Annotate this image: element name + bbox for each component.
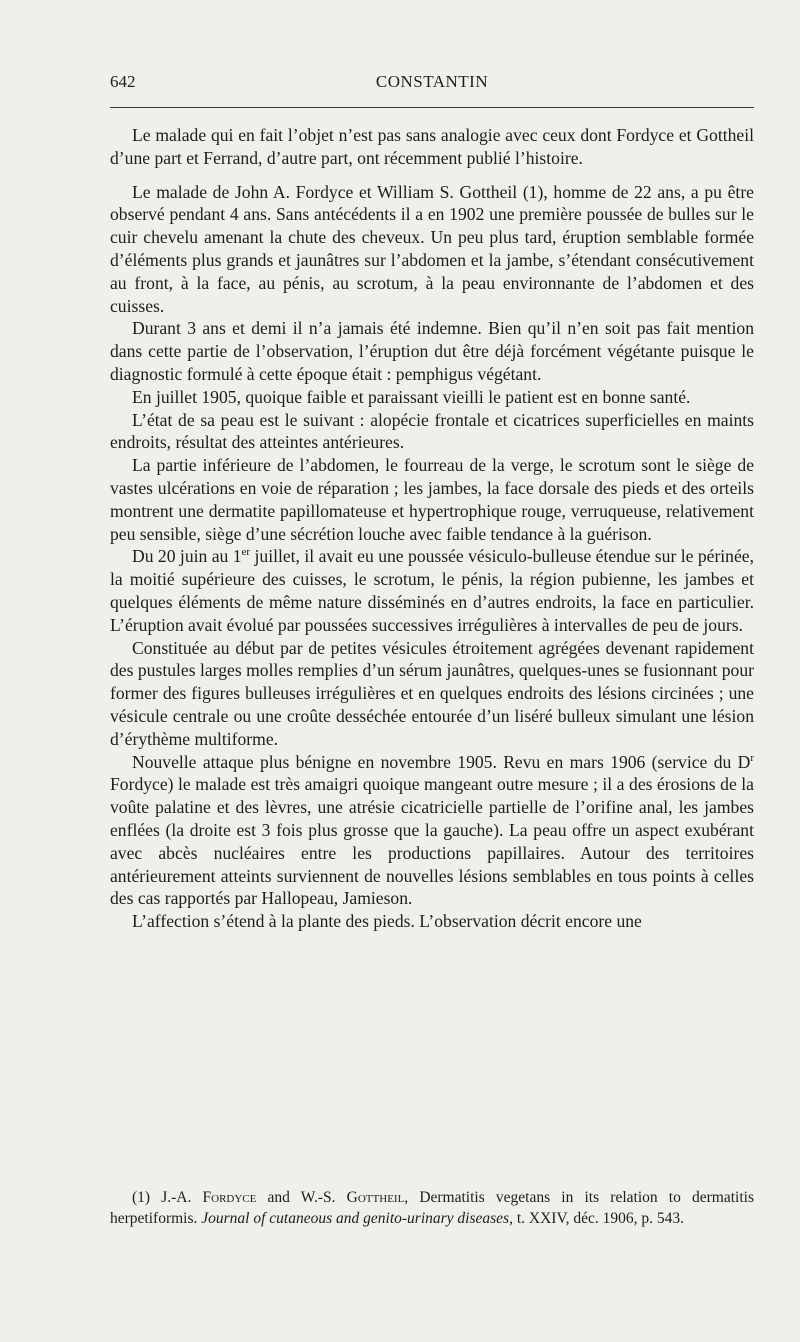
footnote-title: , Dermatitis vegetans in its relation to dermatitis herpetiformis.	[110, 1189, 754, 1227]
superscript: r	[750, 751, 754, 764]
paragraph: En juillet 1905, quoique faible et paraissant vieilli le patient est en bonne santé.	[132, 386, 691, 407]
text-run: Fordyce) le malade est très amaigri quoique mangeant outre mesure ; il a des érosions de la voûte palatine et des lèvres, une atrésie cicatricielle partielle de l’orifine anal, les jambes enflées (la droite est 3 fois plus grosse que la gauche). La peau offre un aspect exubérant avec abcès nucléaires entre les productions papillaires. Autour des territoires antérieurement atteints surviennent de nouvelles lésions semblables en tous points à celles des cas rapportés par Hallopeau, Jamieson.	[110, 774, 754, 909]
paragraph: Durant 3 ans et demi il n’a jamais été indemne. Bien qu’il n’en soit pas fait mention dans cette partie de l’observation, l’éruption dut être déjà forcément végétante puisque le diagnostic formulé à cette époque était : pemphigus végétant.	[110, 318, 754, 384]
footnote-journal: Journal of cutaneous and genito-urinary diseases,	[201, 1209, 513, 1227]
paragraph	[110, 545, 754, 636]
superscript: er	[241, 546, 251, 559]
paragraph: Constituée au début par de petites vésicules étroitement agrégées devenant rapidement des pustules larges molles remplies d’un sérum jaunâtres, quelques-unes se fusionnant pour former des figures bulleuses irrégulières et en quelques endroits des lésions circinées ; une vésicule centrale ou une croûte desséchée entourée d’un liséré bulleux simulant une lésion d’érythème multiforme.	[110, 637, 754, 749]
text-run: Nouvelle attaque plus bénigne en novembre 1905. Revu en mars 1906 (service du D	[132, 751, 751, 772]
footnote	[110, 1188, 754, 1229]
paragraph: Le malade qui en fait l’objet n’est pas sans analogie avec ceux dont Fordyce et Gottheil d’une part et Ferrand, d’autre part, ont récemment publié l’histoire.	[110, 125, 754, 168]
text-run: t. XXIV, déc. 1906, p. 543.	[512, 1209, 685, 1227]
footnote-author: Fordyce	[202, 1189, 257, 1206]
page-header	[110, 72, 754, 102]
paragraph: L’état de sa peau est le suivant : alopécie frontale et cicatrices superficielles en maints endroits, résultat des atteintes antérieures.	[110, 409, 754, 453]
page-number: 642	[110, 72, 136, 91]
footnote-author: Gottheil	[346, 1189, 405, 1206]
text-run: juillet, il avait eu une poussée vésiculo-bulleuse étendue sur le périnée, la moitié supérieure des cuisses, le scrotum, le pénis, la région pubienne, les jambes et quelques éléments de même nature disséminés en d’autres endroits, la face en particulier. L’éruption avait évolué par poussées successives irrégulières à intervalles de peu de jours.	[110, 546, 754, 635]
running-head: CONSTANTIN	[375, 72, 489, 91]
footnote-text	[110, 1188, 754, 1229]
paragraph: L’affection s’étend à la plante des pieds. L’observation décrit encore une	[132, 911, 642, 932]
text-run: Du 20 juin au 1	[132, 546, 242, 567]
paragraph: Le malade de John A. Fordyce et William S. Gottheil (1), homme de 22 ans, a pu être observé pendant 4 ans. Sans antécédents il a en 1902 une première poussée de bulles sur le cuir chevelu amenant la chute des cheveux. Un peu plus tard, éruption semblable formée d’éléments plus grands et jaunâtres sur l’abdomen et la jambe, s’étendant consécutivement au front, à la face, au pénis, au scrotum, à la peau environnante de l’abdomen et des cuisses.	[110, 181, 754, 316]
paragraph: La partie inférieure de l’abdomen, le fourreau de la verge, le scrotum sont le siège de vastes ulcérations en voie de réparation ; les jambes, la face dorsale des pieds et des orteils montrent une dermatite papillomateuse et hypertrophique rouge, verruqueuse, relativement peu sensible, siège d’une sécrétion louche avec faible tendance à la guérison.	[110, 455, 754, 544]
body-text	[110, 124, 754, 933]
text-run: and W.-S.	[256, 1189, 347, 1206]
header-rule	[110, 107, 754, 108]
footnote-marker: (1) J.-A.	[132, 1189, 203, 1206]
paragraph	[110, 751, 754, 911]
